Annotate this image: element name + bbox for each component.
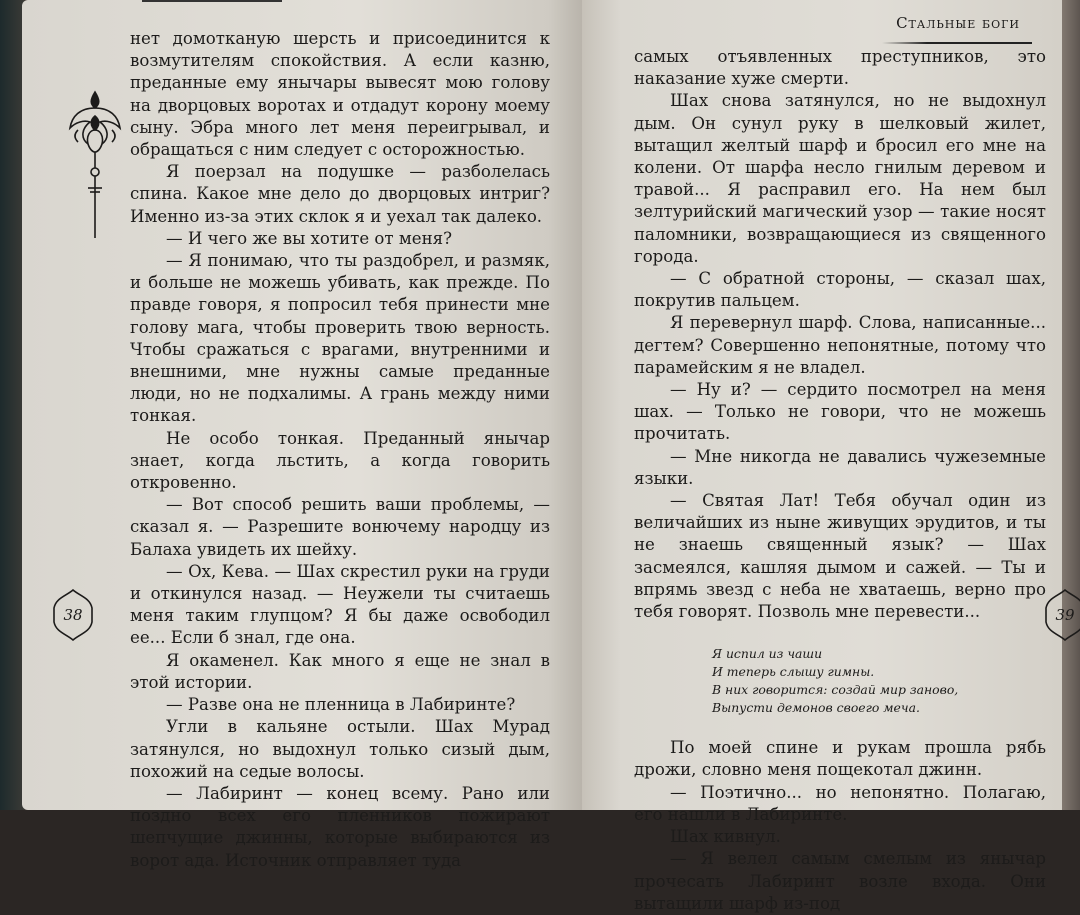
paragraph: Угли в кальяне остыли. Шах Мурад затянулся, но выдохнул только сизый дым, похожий на седые волосы. [130,717,550,781]
paragraph: Шах снова затянулся, но не выдохнул дым. Он сунул руку в шелковый жилет, вытащил желтый шарф и бросил его мне на колени. От шарфа несло гнилым деревом и травой... Я расправил его. На нем был зелтурийский магический узор — такие носят паломники, возвращающиеся из священного города. [634,91,1046,266]
verse [712,645,1046,717]
paragraph: — Мне никогда не давались чужеземные языки. [634,446,1046,488]
ornament-icon [66,90,124,244]
verse-line: Выпусти демонов своего меча. [712,700,920,716]
page-number-text: 39 [1055,606,1075,624]
paragraph: — Вот способ решить ваши проблемы, — сказал я. — Разрешите вонючему народцу из Балаха увидеть их шейху. [130,495,550,559]
right-page-text [634,46,1046,915]
header-rule [882,42,1032,44]
paragraph: — Я велел самым смелым из янычар прочесать Лабиринт возле входа. Они вытащили шарф из-под [634,849,1046,913]
verse-line: В них говорится: создай мир заново, [712,682,959,698]
verse-line: И теперь слышу гимны. [712,664,875,680]
paragraph: Я поерзал на подушке — разболелась спина. Какое мне дело до дворцовых интриг? Именно из-за этих склок я и уехал так далеко. [130,162,550,226]
paragraph: нет домотканую шерсть и присоединится к возмутителям спокойствия. А если казню, преданные ему янычары вывесят мою голову на дворцовых воротах и отдадут корону моему сыну. Эбра много лет меня переигрывал, и обращаться с ним следует с осторожностью. [130,29,550,160]
paragraph: — Ох, Кева. — Шах скрестил руки на груди и откинулся назад. — Неужели ты считаешь меня таким глупцом? Я бы даже освободил ее... Если б знал, где она. [130,561,550,648]
left-page-text [130,28,550,872]
paragraph: По моей спине и рукам прошла рябь дрожи, словно меня пощекотал джинн. [634,738,1046,780]
page-number-left [52,588,94,642]
book-spread [22,0,1075,913]
page-number-text: 38 [63,606,83,624]
verse-line: Я испил из чаши [712,646,823,662]
paragraph: Я перевернул шарф. Слова, написанные... дегтем? Совершенно непонятные, потому что парамейским я не владел. [634,313,1046,377]
paragraph: — Святая Лат! Тебя обучал один из величайших из ныне живущих эрудитов, и ты не знаешь священный язык? — Шах засмеялся, кашляя дымом и сажей. — Ты и впрямь звезд с неба не хватаешь, верно про тебя говорят. Позволь мне перевести... [634,491,1046,622]
paragraph: самых отъявленных преступников, это наказание хуже смерти. [634,47,1046,89]
top-rule [142,0,282,2]
paragraph: — Поэтично... но непонятно. Полагаю, его нашли в Лабиринте. [634,782,1046,824]
paragraph: Я окаменел. Как много я еще не знал в этой истории. [130,650,550,692]
paragraph: — Разве она не пленница в Лабиринте? [166,695,516,715]
paragraph: Шах кивнул. [670,827,781,847]
left-page [22,0,582,870]
paragraph: Не особо тонкая. Преданный янычар знает, когда льстить, а когда говорить откровенно. [130,428,550,493]
paragraph: — И чего же вы хотите от меня? [166,228,453,248]
paragraph: — Я понимаю, что ты раздобрел, и размяк, и больше не можешь убивать, как прежде. По правде говоря, я попросил тебя принести мне голову мага, чтобы проверить твою верность. Чтобы сражаться с врагами, внутренними и внешними, мне нужны самые преданные люди, но не подхалимы. А грань между ними тонкая. [130,251,550,426]
paragraph: — Ну и? — сердито посмотрел на меня шах. — Только не говори, что не можешь прочитать. [634,380,1046,444]
paragraph: — Лабиринт — конец всему. Рано или поздно всех его пленников пожирают шепчущие джинны, которые выбираются из ворот ада. Источник отправляет туда [130,783,550,870]
right-page [582,0,1075,913]
paragraph: — С обратной стороны, — сказал шах, покрутив пальцем. [634,269,1046,311]
page-number-right [1044,588,1080,642]
running-title: Стальные боги [896,14,1020,32]
